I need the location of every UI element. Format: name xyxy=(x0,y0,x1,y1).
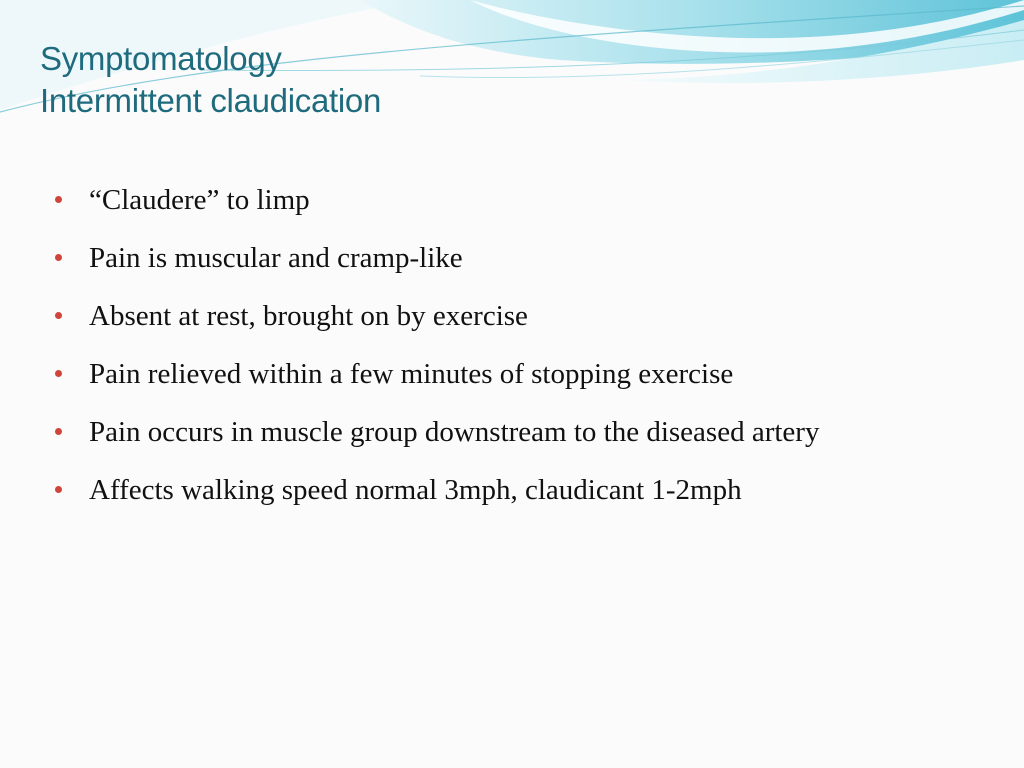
slide-title xyxy=(40,38,940,122)
bullet-item xyxy=(52,240,952,276)
bullet-list xyxy=(52,182,952,530)
bullet-dot-icon xyxy=(55,428,62,435)
title-line-1: Symptomatology xyxy=(40,40,282,77)
bullet-text: Pain occurs in muscle group downstream to the diseased artery xyxy=(89,416,820,448)
bullet-item xyxy=(52,298,952,334)
bullet-dot-icon xyxy=(55,370,62,377)
bullet-dot-icon xyxy=(55,486,62,493)
bullet-text: Absent at rest, brought on by exercise xyxy=(89,300,528,332)
title-line-2: Intermittent claudication xyxy=(40,82,382,119)
bullet-item xyxy=(52,472,952,508)
bullet-item xyxy=(52,182,952,218)
bullet-item xyxy=(52,356,952,392)
bullet-dot-icon xyxy=(55,254,62,261)
bullet-text: Pain relieved within a few minutes of stopping exercise xyxy=(89,358,734,390)
bullet-dot-icon xyxy=(55,196,62,203)
bullet-item xyxy=(52,414,952,450)
bullet-text: “Claudere” to limp xyxy=(89,184,310,216)
bullet-dot-icon xyxy=(55,312,62,319)
bullet-text: Pain is muscular and cramp-like xyxy=(89,242,463,274)
bullet-text: Affects walking speed normal 3mph, claudicant 1-2mph xyxy=(89,474,742,506)
